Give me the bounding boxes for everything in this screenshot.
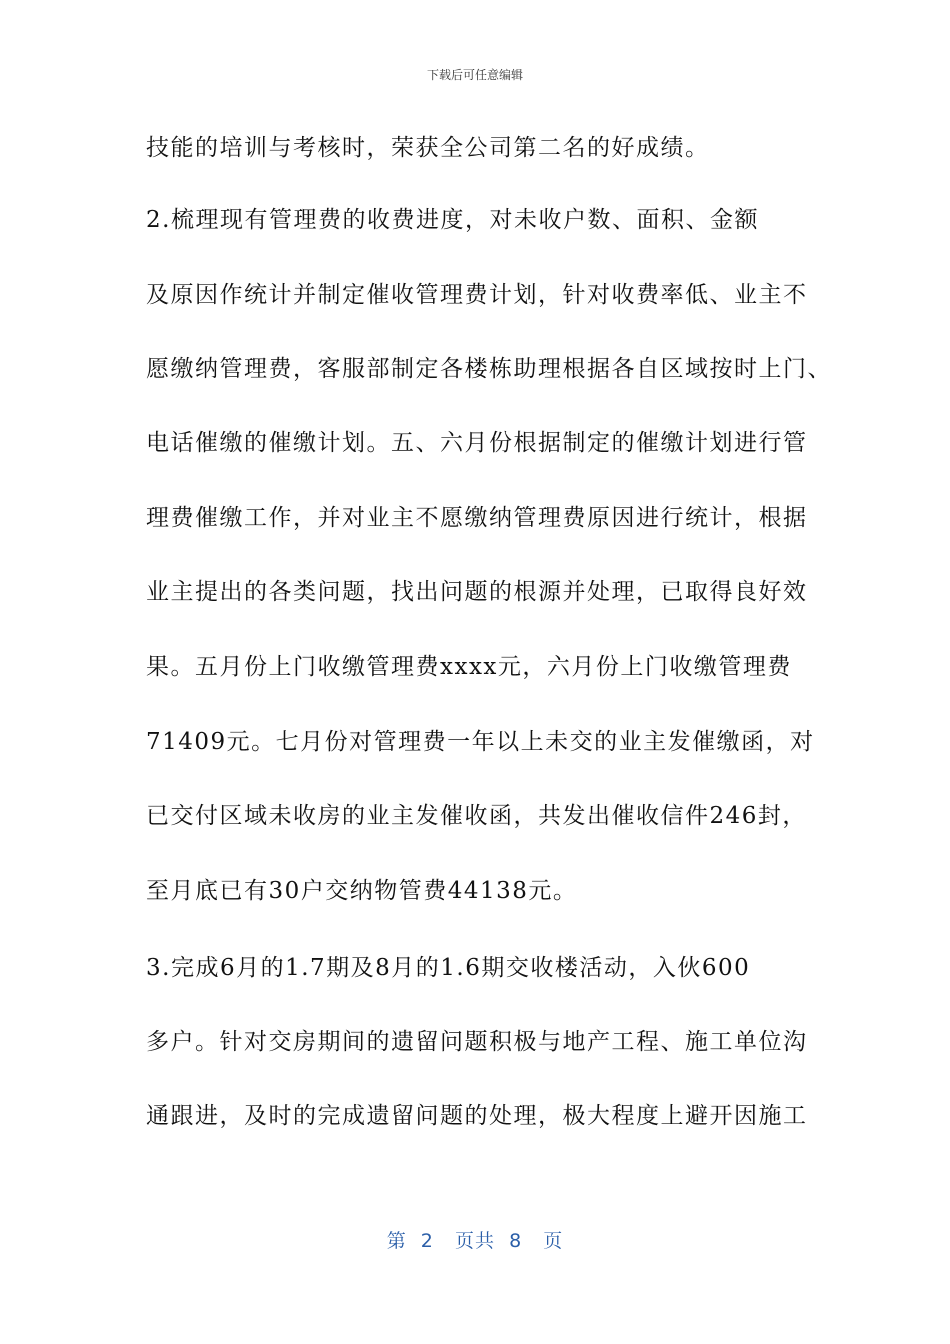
page-number-footer: 第 2 页共 8 页	[386, 1230, 564, 1252]
text-line: 理费催缴工作，并对业主不愿缴纳管理费原因进行统计，根据	[146, 505, 808, 531]
text-line: 通跟进，及时的完成遗留问题的处理，极大程度上避开因施工	[146, 1103, 808, 1129]
text-line: 71409元。七月份对管理费一年以上未交的业主发催缴函，对	[146, 729, 815, 755]
text-line: 2.梳理现有管理费的收费进度，对未收户数、面积、金额	[146, 207, 759, 233]
text-line: 愿缴纳管理费，客服部制定各楼栋助理根据各自区域按时上门、	[146, 356, 832, 382]
text-line: 3.完成6月的1.7期及8月的1.6期交收楼活动，入伙600	[146, 955, 751, 981]
text-line: 电话催缴的催缴计划。五、六月份根据制定的催缴计划进行管	[146, 430, 808, 456]
text-line: 多户。针对交房期间的遗留问题积极与地产工程、施工单位沟	[146, 1029, 808, 1055]
text-line: 业主提出的各类问题，找出问题的根源并处理，已取得良好效	[146, 579, 808, 605]
text-line: 技能的培训与考核时，荣获全公司第二名的好成绩。	[146, 135, 710, 161]
text-line: 及原因作统计并制定催收管理费计划，针对收费率低、业主不	[146, 282, 808, 308]
text-line: 已交付区域未收房的业主发催收函，共发出催收信件246封，	[146, 803, 807, 829]
header-note: 下载后可任意编辑	[426, 68, 523, 82]
text-line: 果。五月份上门收缴管理费xxxx元，六月份上门收缴管理费	[146, 654, 792, 680]
text-line: 至月底已有30户交纳物管费44138元。	[146, 878, 578, 904]
